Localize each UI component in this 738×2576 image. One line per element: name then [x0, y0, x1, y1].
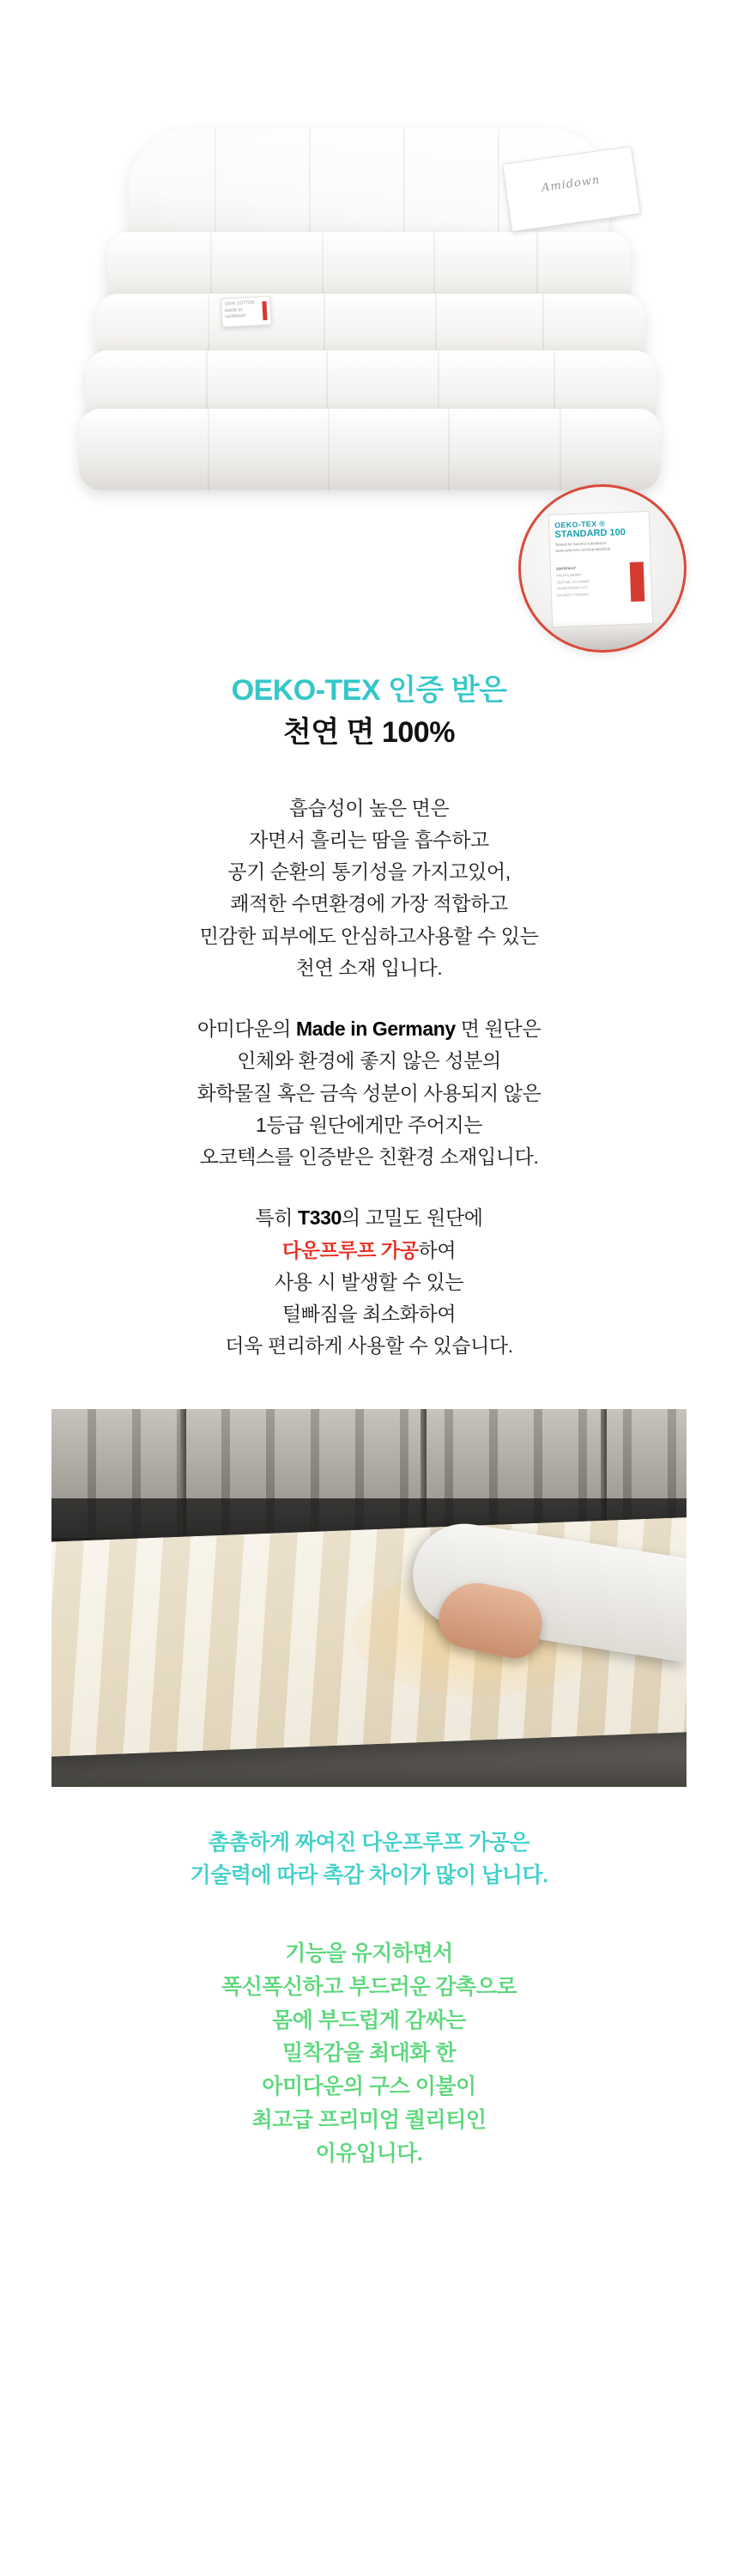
p2-line3: 화학물질 혹은 금속 성분이 사용되지 않은	[197, 1081, 541, 1104]
p3-suffix: 의 고밀도 원단에	[341, 1206, 483, 1230]
green-line4: 밀착감을 최대화 한	[281, 2041, 457, 2066]
care-label-text: 100% COTTON MADE IN GERMANY	[224, 300, 255, 320]
paragraph-made-in-germany	[34, 1013, 704, 1173]
p3-line4: 털빠짐을 최소화하여	[281, 1303, 457, 1326]
paragraph-cotton-properties	[34, 793, 704, 985]
certificate-shadow	[521, 621, 684, 650]
p3-highlight-t330: T330	[298, 1206, 342, 1230]
p1-line4: 쾌적한 수면환경에 가장 적합하고	[230, 892, 508, 915]
oeko-tex-title-main: STANDARD 100	[554, 526, 626, 540]
p2-line5: 오코텍스를 인증받은 친환경 소재입니다.	[199, 1145, 539, 1169]
care-label-red-stripe	[262, 301, 267, 320]
p2-suffix: 면 원단은	[455, 1018, 541, 1041]
teal-line2: 기술력에 따라 촉감 차이가 많이 납니다.	[190, 1863, 548, 1888]
p2-line4: 1등급 원단에게만 주어지는	[255, 1113, 483, 1136]
oeko-tex-title-top: OEKO-TEX ®	[554, 519, 606, 530]
p1-line3: 공기 순환의 통기성을 가지고있어,	[227, 860, 511, 884]
oeko-headline-line1: OEKO-TEX 인증 받은	[231, 674, 507, 707]
p3-after-red: 하여	[418, 1238, 457, 1261]
duvet-layer-5	[79, 409, 661, 490]
oeko-tex-body-text: ZERTIFIKAT PRÜFNUMMER TESTNR. 21.0.00000 HOHENSTEIN HTTI DAUNEN / FEDERN	[555, 566, 590, 598]
oeko-tex-certificate-zoom-bubble	[518, 484, 687, 653]
green-line2: 폭신폭신하고 부드러운 감촉으로	[221, 1974, 517, 1999]
green-line6: 최고급 프리미엄 퀄리티인	[251, 2107, 487, 2132]
factory-downproof-photo	[51, 1409, 687, 1787]
downproof-green-copy	[0, 1937, 738, 2221]
p3-highlight-downproof: 다운프루프 가공	[281, 1238, 419, 1261]
green-line5: 아미다운의 구스 이불이	[262, 2075, 476, 2099]
p1-line1: 흡습성이 높은 면은	[288, 796, 450, 819]
oeko-headline	[0, 670, 738, 755]
green-line7: 이유입니다.	[315, 2141, 423, 2166]
oeko-headline-line2: 천연 면 100%	[283, 716, 455, 750]
oeko-tex-subtitle: Tested for harmful substances www.oeko-tex.com/standard100	[554, 540, 611, 554]
oeko-tex-certificate-label	[548, 511, 654, 628]
p1-line6: 천연 소재 입니다.	[295, 956, 443, 979]
care-label-tag	[221, 296, 272, 328]
p1-line2: 자면서 흘리는 땀을 흡수하고	[249, 828, 489, 851]
certificate-red-tab	[630, 562, 645, 602]
hero-product-photo	[0, 0, 738, 661]
oeko-body-copy	[0, 793, 738, 1363]
paragraph-downproof	[34, 1202, 704, 1362]
duvet-stack-illustration	[60, 129, 661, 515]
p3-line3: 사용 시 발생할 수 있는	[274, 1270, 464, 1293]
p3-prefix: 특히	[255, 1206, 299, 1230]
p1-line5: 민감한 피부에도 안심하고사용할 수 있는	[199, 924, 539, 947]
brand-label-text: Amidown	[541, 173, 602, 195]
downproof-teal-copy	[0, 1826, 738, 1893]
teal-line1: 촘촘하게 짜여진 다운프루프 가공은	[208, 1830, 530, 1855]
p2-highlight-made-in-germany: Made in Germany	[296, 1018, 456, 1041]
p3-line5: 더욱 편리하게 사용할 수 있습니다.	[225, 1334, 513, 1358]
p2-line2: 인체와 환경에 좋지 않은 성분의	[237, 1049, 501, 1072]
green-line3: 몸에 부드럽게 감싸는	[272, 2008, 466, 2032]
p2-prefix: 아미다운의	[197, 1018, 297, 1041]
green-line1: 기능을 유지하면서	[285, 1941, 453, 1966]
